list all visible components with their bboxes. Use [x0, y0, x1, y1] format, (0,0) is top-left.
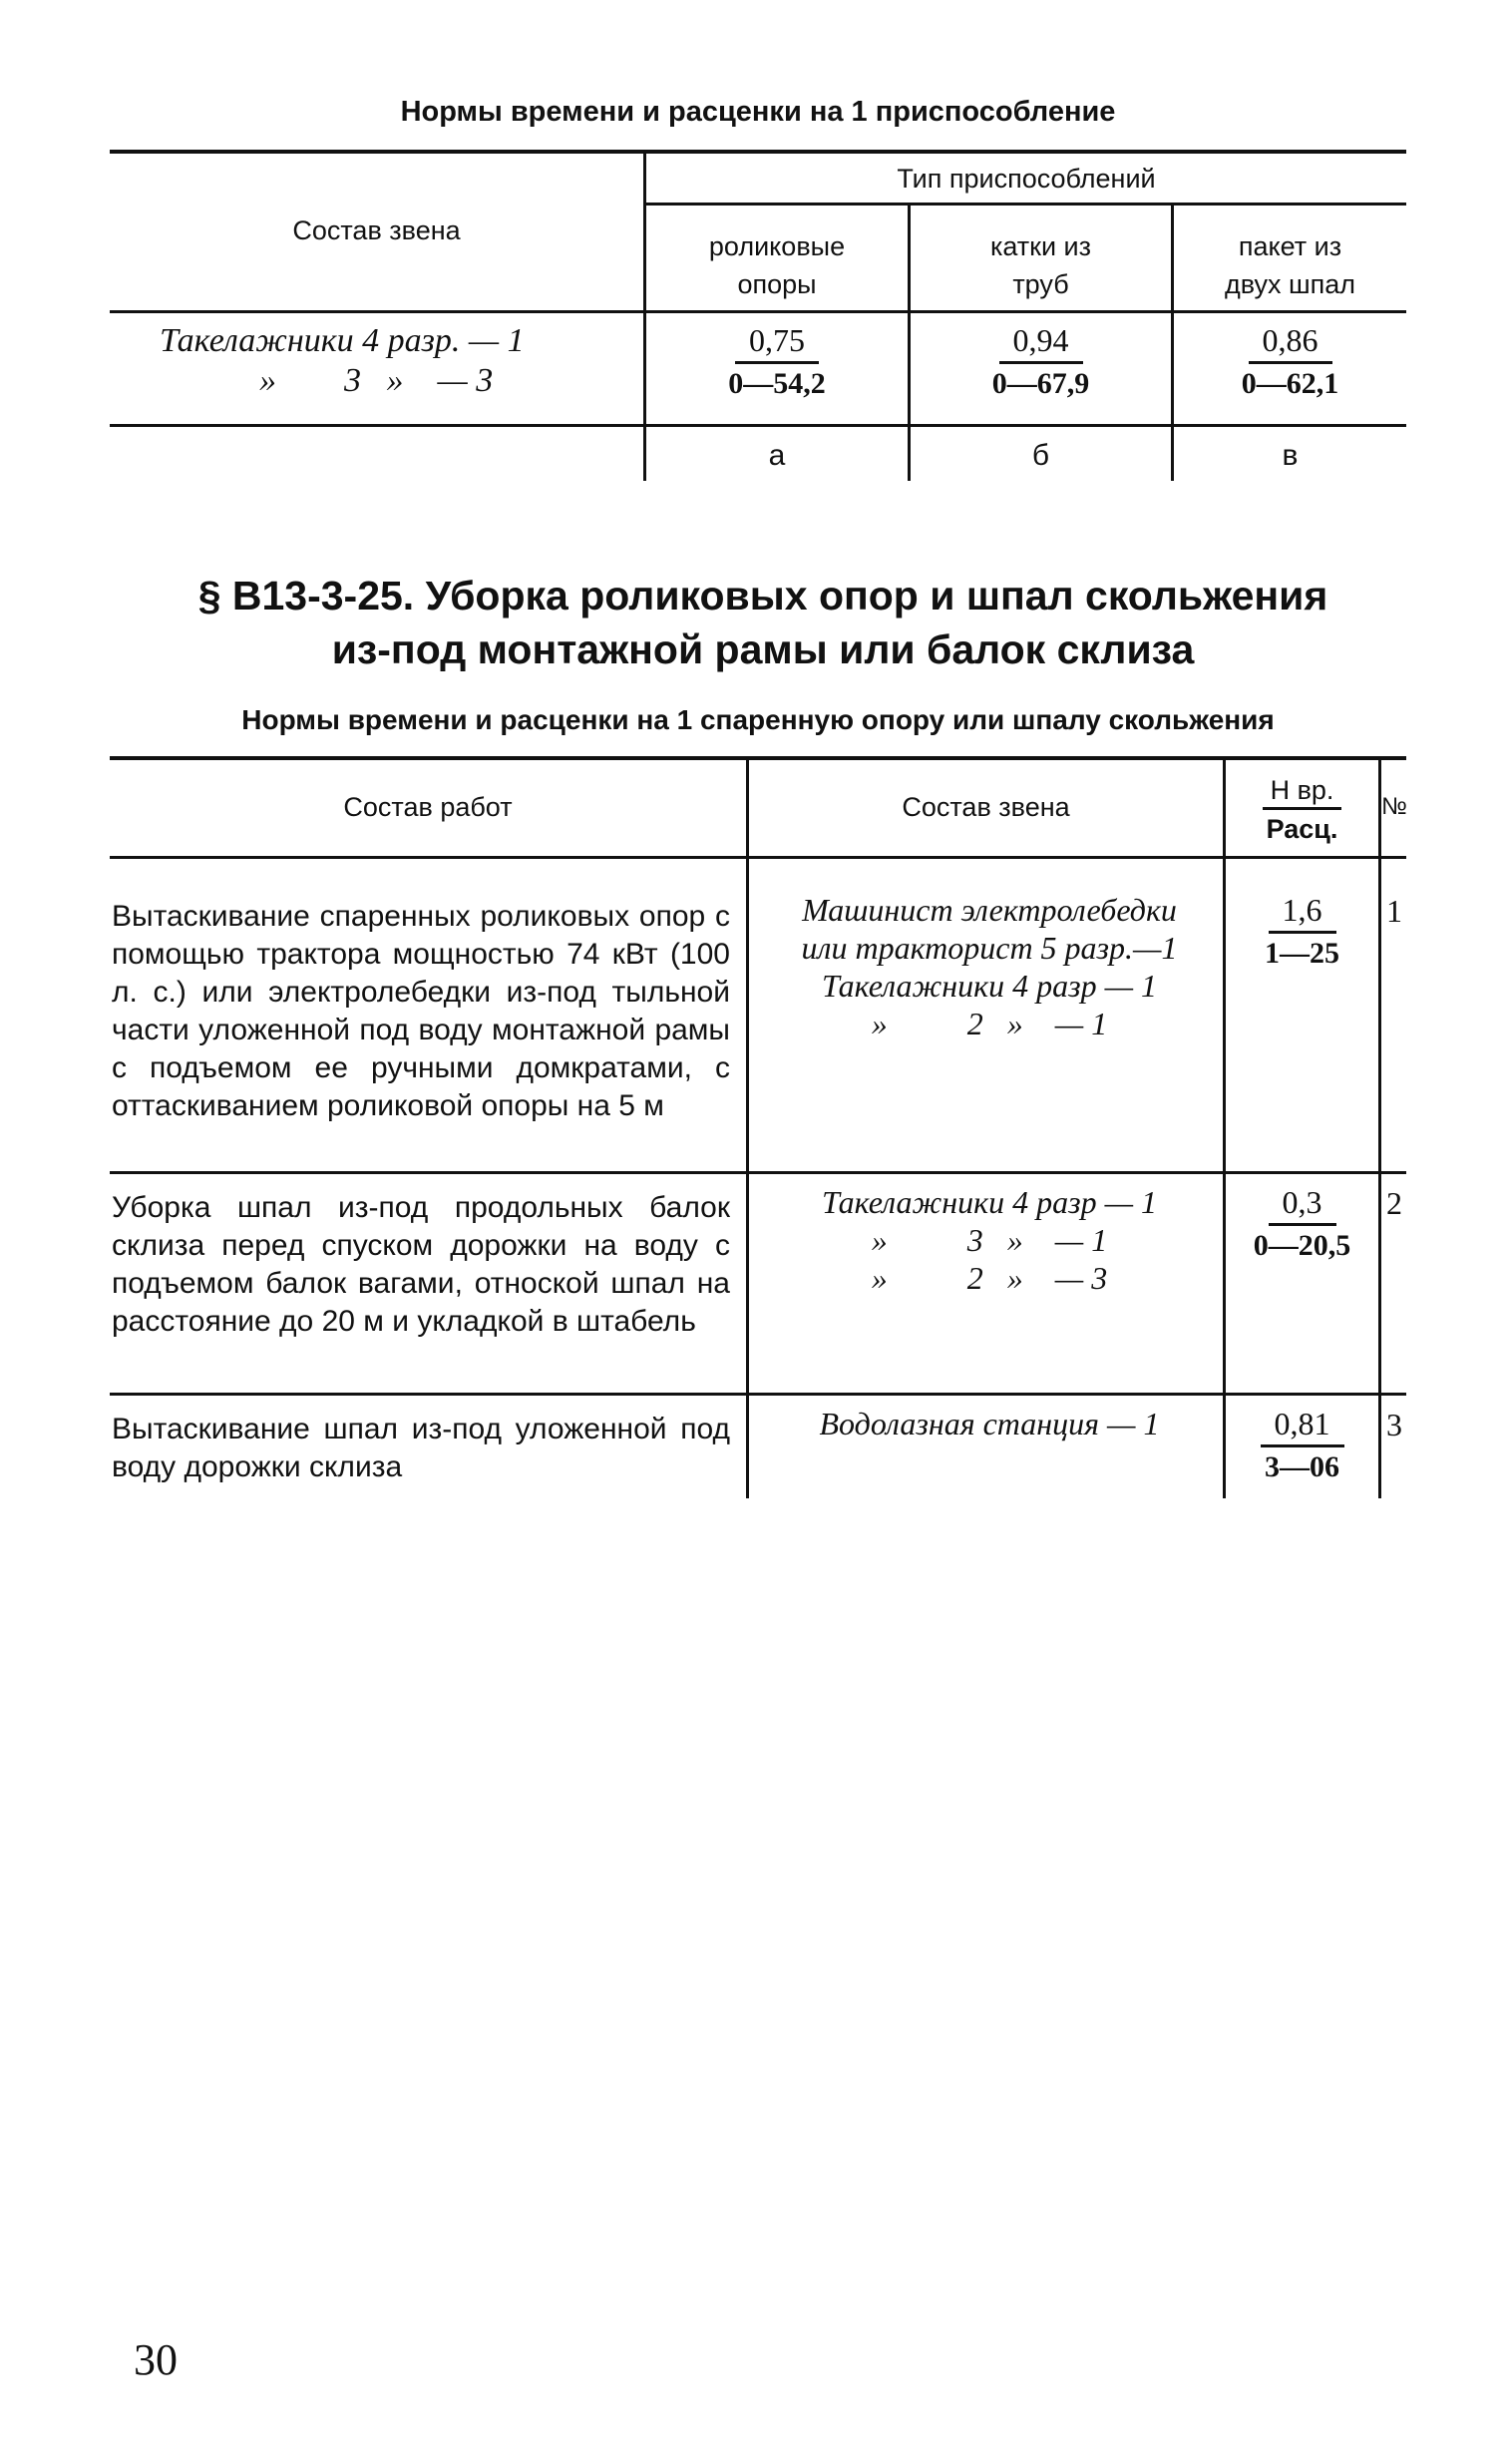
- table2-row-divider: [110, 1393, 1406, 1396]
- table2-header-norm-rate: [1226, 774, 1378, 848]
- table1-value-c: 0,86 0—62,1: [1241, 322, 1339, 400]
- table2-header-bottom-rule: [110, 856, 1406, 859]
- table1-header-bottom-rule: [110, 310, 1406, 313]
- table2-header-work: Состав работ: [343, 792, 513, 822]
- table1-column-letter: а: [768, 439, 786, 472]
- table2-caption: Нормы времени и расценки на 1 спаренную опору или шпалу скольжения: [241, 704, 1275, 735]
- table2-row3-crew: Водолазная станция — 1: [819, 1406, 1160, 1441]
- table2-row2-norm-rate: 0,3 0—20,5: [1253, 1184, 1351, 1262]
- table2-row1-norm-rate: 1,6 1—25: [1265, 892, 1339, 970]
- table2-col-divider: [1223, 758, 1226, 1498]
- table2-row2-work: Уборка шпал из-под продольных балок склиза перед спуском дорожки на воду с подъемом балок вагами, отноской шпал на расстояние до 20 м и укладкой в штабель: [112, 1191, 730, 1338]
- table2-header-rate: Расц.: [1266, 814, 1338, 844]
- table2-header-no: №: [1381, 793, 1407, 820]
- table1-body-bottom-rule: [110, 424, 1406, 427]
- table1-value-a: 0,75 0—54,2: [728, 322, 826, 400]
- table1-subheader-rule: [644, 203, 1406, 205]
- table1-header-type-b: катки из труб: [989, 231, 1092, 299]
- table2-row1-no: 1: [1386, 893, 1402, 929]
- table1-header-type-a: роликовые опоры: [708, 231, 846, 299]
- table2-header-crew: Состав звена: [902, 792, 1070, 822]
- table2-header-norm: Н вр.: [1263, 774, 1342, 810]
- table2-row1-work: Вытаскивание спаренных роликовых опор с помощью трактора мощностью 74 кВт (100 л. с.) или электролебедки из-под тыльной части уложенной под воду монтажной рамы с подъемом ее ручными домкратами, с оттаскиванием роликовой опоры на 5 м: [112, 900, 730, 1122]
- table1-column-letter: в: [1282, 439, 1299, 472]
- table2-top-rule: [110, 756, 1406, 760]
- table2-row3-work: Вытаскивание шпал из-под уложенной под воду дорожки склиза: [112, 1413, 730, 1483]
- table2-row2-crew: Такелажники 4 разр — 1 » 3 » — 1 » 2 » — 3: [821, 1184, 1158, 1296]
- table2-row2-no: 2: [1386, 1185, 1402, 1221]
- table1-crew-cell: Такелажники 4 разр. — 1 » 3 » — 3: [160, 322, 525, 399]
- table1-column-letter: б: [1031, 439, 1050, 472]
- table1-header-type-group: Тип приспособлений: [897, 164, 1156, 194]
- table2-row1-crew: Машинист электролебедки или тракторист 5 разр.—1 Такелажники 4 разр — 1 » 2 » — 1: [801, 892, 1178, 1041]
- table1-header-crew: Состав звена: [292, 215, 461, 245]
- table1-value-b: 0,94 0—67,9: [991, 322, 1090, 400]
- table2-row3-no: 3: [1386, 1407, 1402, 1442]
- table1-caption: Нормы времени и расценки на 1 приспособление: [400, 96, 1116, 128]
- table1-top-rule: [110, 150, 1406, 154]
- table2-col-divider: [746, 758, 749, 1498]
- table2-row-divider: [110, 1171, 1406, 1174]
- section-title: § В13-3-25. Уборка роликовых опор и шпал скольжения из-под монтажной рамы или балок склиза: [197, 573, 1328, 672]
- page-number: 30: [134, 2335, 178, 2384]
- table1-header-type-c: пакет из двух шпал: [1224, 231, 1356, 299]
- table1-col-divider: [643, 152, 646, 481]
- table2-col-divider: [1378, 758, 1381, 1498]
- table2-row3-norm-rate: 0,81 3—06: [1226, 1405, 1378, 1487]
